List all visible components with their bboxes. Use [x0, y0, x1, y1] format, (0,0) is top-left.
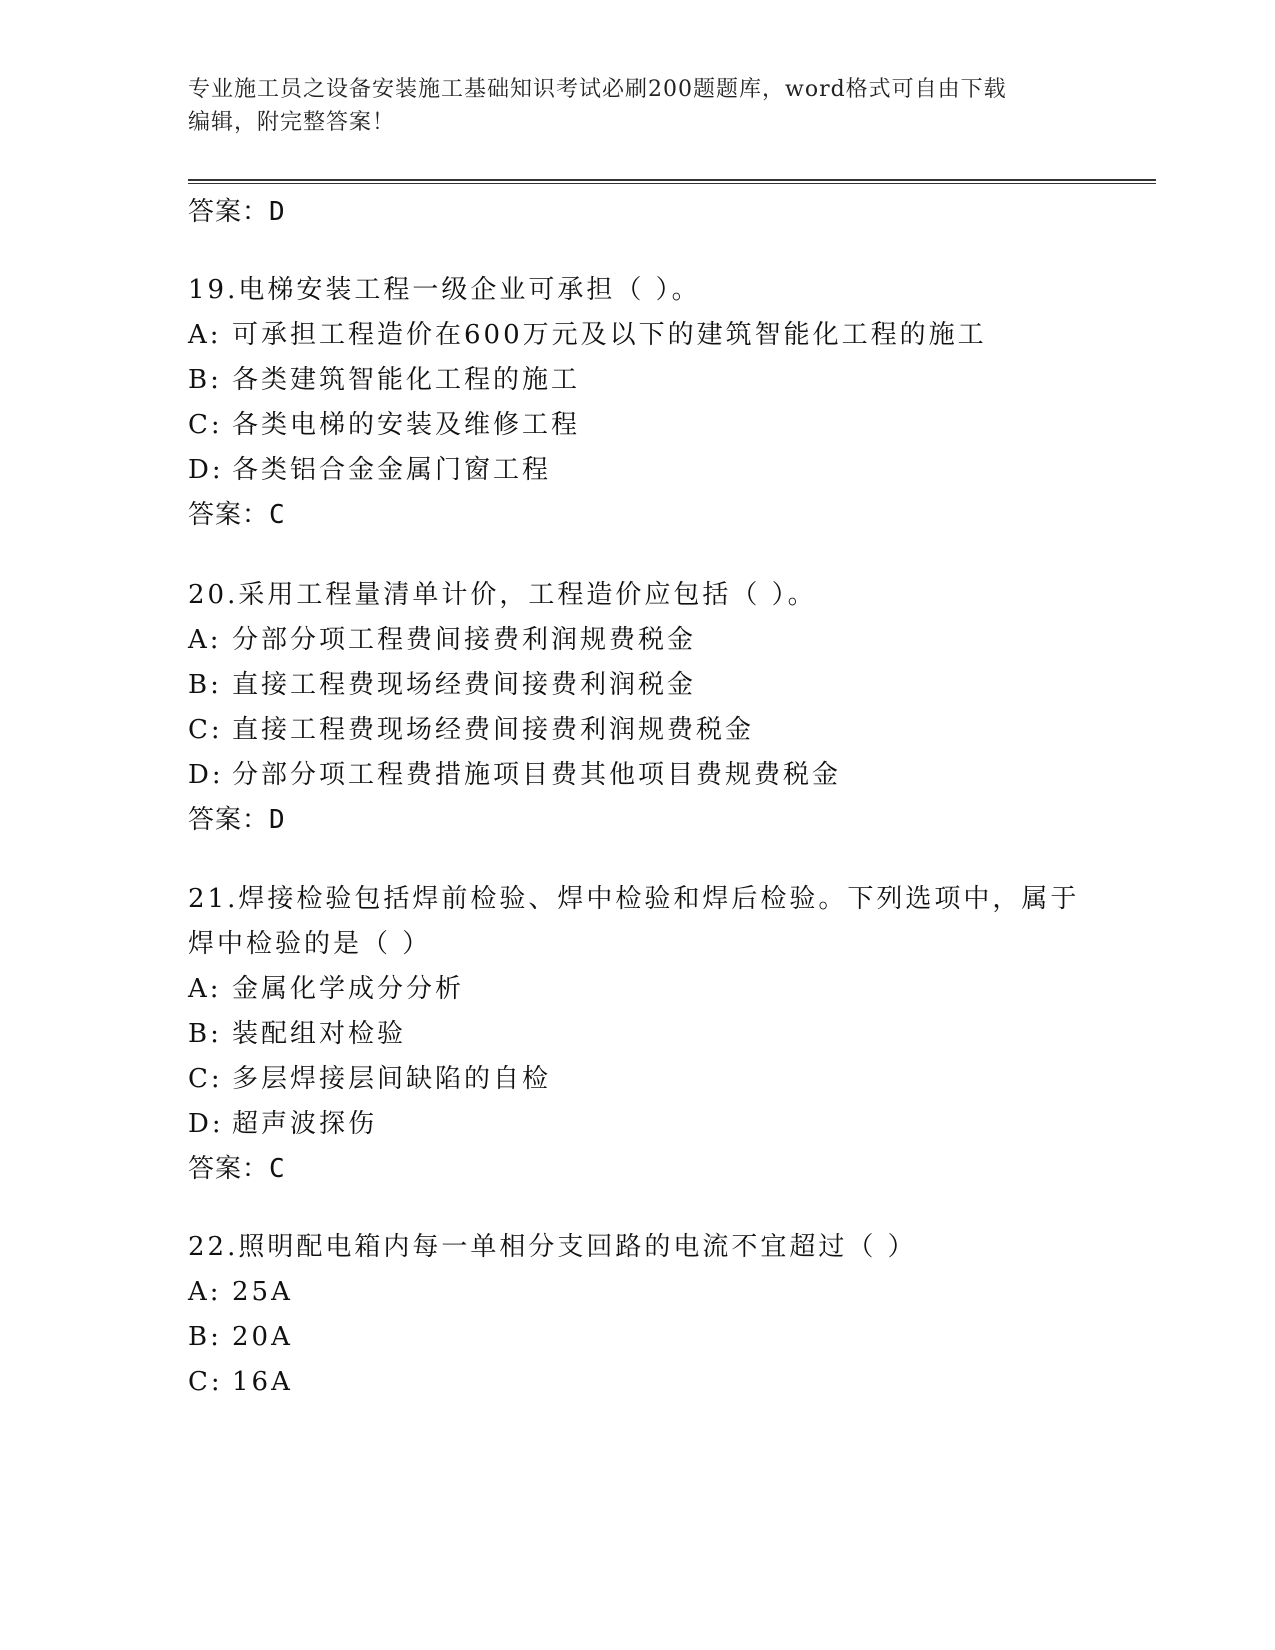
- option-text: 各类建筑智能化工程的施工: [232, 365, 581, 395]
- question-stem: 19.电梯安装工程一级企业可承担（ ）。: [188, 275, 701, 305]
- question-stem: 20.采用工程量清单计价，工程造价应包括（ ）。: [188, 580, 817, 610]
- option-text: 直接工程费现场经费间接费利润税金: [232, 670, 697, 700]
- answer-line: [188, 493, 1088, 537]
- option-text: 20A: [232, 1322, 293, 1352]
- option-b: [188, 1012, 1088, 1057]
- option-a: [188, 618, 1088, 663]
- option-a: [188, 313, 1088, 358]
- option-label: A:: [188, 320, 222, 350]
- option-text: 超声波探伤: [232, 1109, 378, 1139]
- document-header: [188, 73, 1088, 139]
- option-label: D:: [188, 455, 224, 485]
- option-b: [188, 358, 1088, 403]
- option-text: 可承担工程造价在600万元及以下的建筑智能化工程的施工: [232, 320, 987, 350]
- question-stem: 22.照明配电箱内每一单相分支回路的电流不宜超过（ ）: [188, 1232, 917, 1262]
- option-text: 25A: [232, 1277, 293, 1307]
- answer-value: C: [269, 1154, 286, 1184]
- option-text: 金属化学成分分析: [232, 974, 465, 1004]
- option-text: 装配组对检验: [232, 1019, 407, 1049]
- option-label: A:: [188, 625, 222, 655]
- option-b: [188, 663, 1088, 708]
- option-text: 多层焊接层间缺陷的自检: [232, 1064, 552, 1094]
- answer-value: C: [269, 500, 286, 530]
- question-22: [188, 1225, 1088, 1405]
- option-c: [188, 708, 1088, 753]
- option-c: [188, 403, 1088, 448]
- header-title-line-2: 编辑，附完整答案！: [188, 110, 396, 135]
- option-d: [188, 448, 1088, 493]
- option-label: D:: [188, 1109, 224, 1139]
- question-stem-line-2: 焊中检验的是（ ）: [188, 929, 432, 959]
- answer-line: [188, 798, 1088, 842]
- answer-line: [188, 190, 286, 234]
- option-label: C:: [188, 1367, 223, 1397]
- option-c: [188, 1057, 1088, 1102]
- option-text: 16A: [232, 1367, 293, 1397]
- option-text: 分部分项工程费间接费利润规费税金: [232, 625, 697, 655]
- option-label: B:: [188, 1322, 222, 1352]
- option-label: B:: [188, 365, 222, 395]
- option-label: C:: [188, 1064, 223, 1094]
- option-label: A:: [188, 1277, 222, 1307]
- option-a: [188, 967, 1088, 1012]
- answer-label: 答案：: [188, 197, 270, 227]
- option-b: [188, 1315, 1088, 1360]
- answer-value: D: [269, 197, 286, 227]
- question-20: [188, 573, 1088, 842]
- option-d: [188, 753, 1088, 798]
- option-label: B:: [188, 670, 222, 700]
- option-text: 直接工程费现场经费间接费利润规费税金: [232, 715, 755, 745]
- header-divider: [188, 179, 1156, 184]
- option-text: 各类铝合金金属门窗工程: [232, 455, 552, 485]
- option-d: [188, 1102, 1088, 1147]
- option-c: [188, 1360, 1088, 1405]
- answer-label: 答案：: [188, 500, 270, 530]
- answer-line: [188, 1147, 1088, 1191]
- option-text: 分部分项工程费措施项目费其他项目费规费税金: [232, 760, 842, 790]
- question-stem-line-1: 21.焊接检验包括焊前检验、焊中检验和焊后检验。下列选项中，属于: [188, 884, 1080, 914]
- question-21: [188, 877, 1088, 1191]
- option-label: D:: [188, 760, 224, 790]
- answer-value: D: [269, 805, 286, 835]
- option-label: C:: [188, 715, 223, 745]
- option-label: C:: [188, 410, 223, 440]
- answer-label: 答案：: [188, 1154, 270, 1184]
- option-label: B:: [188, 1019, 222, 1049]
- answer-label: 答案：: [188, 805, 270, 835]
- question-19: [188, 268, 1088, 537]
- header-title-line-1: 专业施工员之设备安装施工基础知识考试必刷200题题库，word格式可自由下载: [188, 77, 1007, 102]
- option-text: 各类电梯的安装及维修工程: [232, 410, 581, 440]
- option-a: [188, 1270, 1088, 1315]
- option-label: A:: [188, 974, 222, 1004]
